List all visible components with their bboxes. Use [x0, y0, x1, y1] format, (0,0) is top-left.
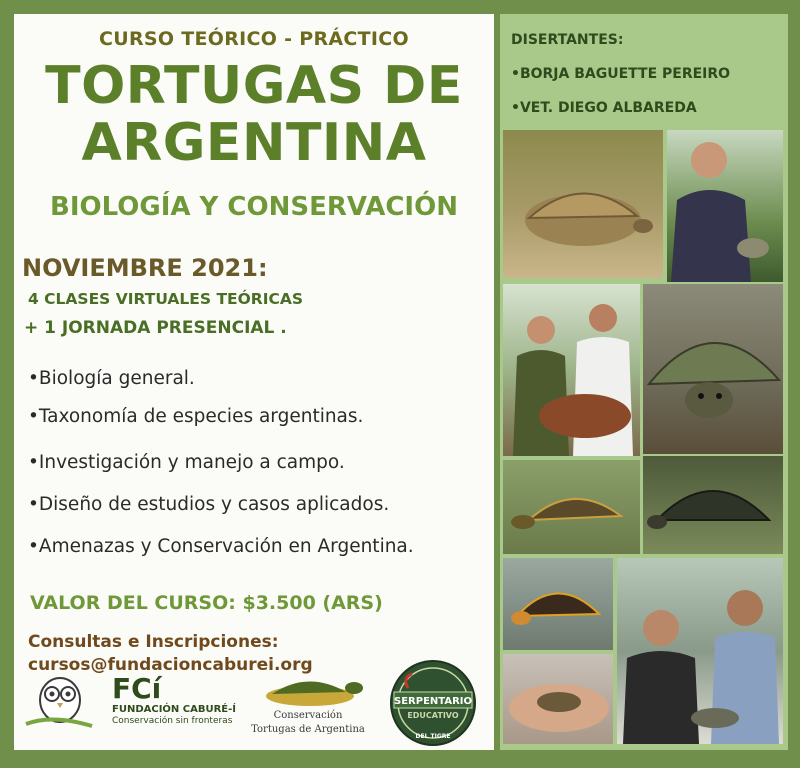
serp-line3: DEL TIGRE [415, 733, 451, 740]
fci-tagline: Conservación sin fronteras [112, 716, 233, 726]
turtle-icon [238, 670, 378, 710]
conservacion-tortugas-logo [238, 670, 378, 734]
speaker-item: •VET. DIEGO ALBAREDA [511, 100, 697, 116]
turtle-logo-line2: Tortugas de Argentina [251, 724, 365, 735]
fci-name: FUNDACIÓN CABURÉ-Í [112, 704, 236, 715]
course-tagline: BIOLOGÍA Y CONSERVACIÓN [50, 192, 458, 222]
course-subtitle: CURSO TEÓRICO - PRÁCTICO [99, 28, 409, 50]
schedule-month: NOVIEMBRE 2021: [22, 254, 268, 282]
photo-two-handlers [503, 284, 640, 456]
photo-lab-examination [617, 558, 783, 744]
photo-turtle-field [503, 130, 663, 278]
turtle-logo-line1: Conservación [273, 710, 343, 721]
topic-item: •Amenazas y Conservación en Argentina. [28, 536, 414, 557]
course-price: VALOR DEL CURSO: $3.500 (ARS) [30, 592, 383, 614]
photo-turtle-closeup [643, 284, 783, 454]
course-title-line1: TORTUGAS DE [45, 56, 463, 116]
topic-item: •Taxonomía de especies argentinas. [28, 406, 364, 427]
topic-item: •Biología general. [28, 368, 195, 389]
contact-label: Consultas e Inscripciones: [28, 632, 279, 652]
fci-abbrev: FCí [112, 672, 162, 705]
info-panel [14, 14, 494, 750]
course-title-line2: ARGENTINA [81, 113, 427, 173]
photo-small-turtle-hands [503, 654, 613, 744]
photo-speaker-holding-turtle [667, 130, 783, 282]
photo-dark-turtle [643, 456, 783, 554]
photo-turtle-in-hand [503, 558, 613, 650]
speaker-item: •BORJA BAGUETTE PEREIRO [511, 66, 731, 82]
serp-line2: EDUCATIVO [407, 711, 459, 720]
speakers-heading: DISERTANTES: [511, 32, 624, 48]
schedule-in-person: + 1 JORNADA PRESENCIAL . [24, 318, 287, 338]
topic-item: •Diseño de estudios y casos aplicados. [28, 494, 390, 515]
fundacion-caburei-logo [22, 670, 242, 730]
photo-turtle-grass [503, 460, 640, 554]
serpentario-logo [388, 658, 478, 748]
topic-item: •Investigación y manejo a campo. [28, 452, 345, 473]
owl-icon [22, 670, 102, 730]
contact-email-link[interactable]: cursos@fundacioncaburei.org [28, 655, 313, 675]
serp-line1: SERPENTARIO [394, 696, 472, 707]
schedule-virtual-classes: 4 CLASES VIRTUALES TEÓRICAS [28, 290, 304, 308]
